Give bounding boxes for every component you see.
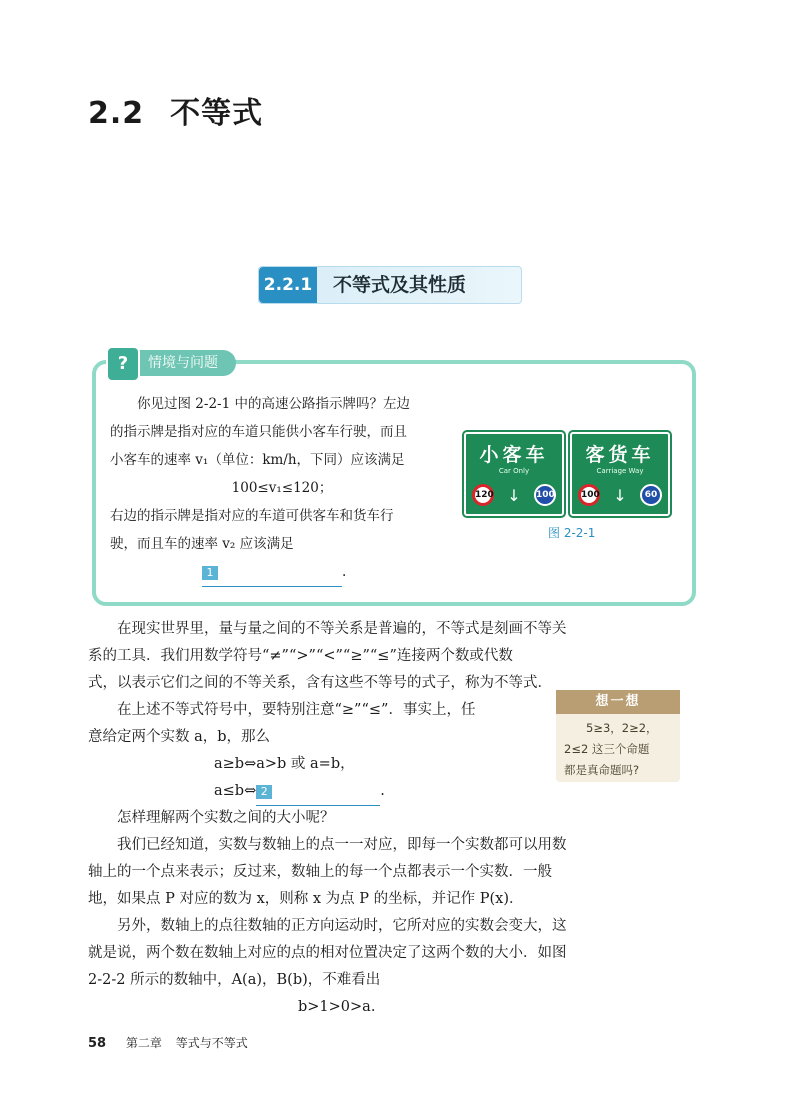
situation-line: 你见过图 2-2-1 中的高速公路指示牌吗？左边 xyxy=(137,396,410,412)
text-line: 轴上的一个点来表示；反过来，数轴上的每一个点都表示一个实数．一般 xyxy=(88,864,552,880)
situation-formula: 100≤v₁≤120； xyxy=(231,480,333,496)
figure-caption: 图 2-2-1 xyxy=(548,526,596,540)
text-line: 在上述不等式符号中，要特别注意“≥”“≤”．事实上，任 xyxy=(117,702,476,718)
situation-label: 情境与问题 xyxy=(112,350,236,376)
sign-carriage-way xyxy=(570,432,670,516)
text-line: 意给定两个实数 a，b，那么 xyxy=(88,729,271,745)
situation-line: 驶，而且车的速率 v₂ 应该满足 xyxy=(110,536,294,552)
sign-car-only xyxy=(464,432,564,516)
text-line: 就是说，两个数在数轴上对应的点的相对位置决定了这两个数的大小．如图 xyxy=(88,945,567,961)
blank-number-1: 1 xyxy=(202,566,218,580)
blank-tail: . xyxy=(342,564,347,580)
paragraph-2 xyxy=(88,697,538,806)
subsection-tag: 2.2.1 xyxy=(259,267,317,303)
sign-cn-text: 客货车 xyxy=(585,444,655,466)
subsection-title: 不等式及其性质 xyxy=(333,274,467,296)
think-body xyxy=(556,714,680,785)
speed-limit-max-icon: 120 xyxy=(472,484,494,506)
answer-blank-1 xyxy=(110,558,454,587)
paragraph-3 xyxy=(88,805,618,1021)
text-line: 系的工具．我们用数学符号“≠”“>”“<”“≥”“≤”连接两个数或代数 xyxy=(88,648,513,664)
speed-limit-min-icon: 100 xyxy=(534,484,556,506)
think-line: 都是真命题吗? xyxy=(564,763,640,777)
think-box xyxy=(556,690,680,782)
speed-limit-min-icon: 60 xyxy=(640,484,662,506)
section-number: 2.2 xyxy=(88,96,145,131)
text-line: 在现实世界里，量与量之间的不等关系是普遍的，不等式是刻画不等关 xyxy=(117,621,567,637)
formula: a≥b⇔a>b 或 a=b， xyxy=(214,756,355,772)
section-title-text: 不等式 xyxy=(170,96,264,131)
page-footer xyxy=(88,1034,248,1051)
text-line: 地，如果点 P 对应的数为 x，则称 x 为点 P 的坐标，并记作 P(x)． xyxy=(88,891,524,907)
formula-tail: . xyxy=(380,783,385,799)
situation-line: 的指示牌是指对应的车道只能供小客车行驶，而且 xyxy=(110,424,407,440)
arrow-down-icon: ↓ xyxy=(507,485,521,505)
formula: b>1>0>a. xyxy=(298,999,376,1015)
situation-line: 小客车的速率 v₁（单位：km/h，下同）应该满足 xyxy=(110,452,405,468)
formula-head: a≤b⇔ xyxy=(214,783,257,799)
sign-en-text: Car Only xyxy=(498,467,530,475)
think-line: 2≤2 这三个命题 xyxy=(564,742,650,756)
text-line: 怎样理解两个实数之间的大小呢？ xyxy=(117,810,335,826)
situation-line: 右边的指示牌是指对应的车道可供客车和货车行 xyxy=(110,508,394,524)
question-icon: ? xyxy=(106,346,140,382)
text-line: 我们已经知道，实数与数轴上的点一一对应，即每一个实数都可以用数 xyxy=(117,837,567,853)
text-line: 2-2-2 所示的数轴中，A(a)，B(b)，不难看出 xyxy=(88,972,381,988)
think-line: 5≥3，2≥2， xyxy=(586,721,658,735)
chapter-label: 第二章 xyxy=(125,1036,162,1050)
sign-cn-text: 小客车 xyxy=(479,444,549,466)
text-line: 式，以表示它们之间的不等关系，含有这些不等号的式子，称为不等式． xyxy=(88,675,552,691)
page-number: 58 xyxy=(88,1036,107,1051)
think-header: 想一想 xyxy=(556,690,680,714)
subsection-banner xyxy=(258,266,522,304)
text-line: 另外，数轴上的点往数轴的正方向运动时，它所对应的实数会变大，这 xyxy=(117,918,567,934)
arrow-down-icon: ↓ xyxy=(613,485,627,505)
chapter-title: 等式与不等式 xyxy=(175,1036,248,1050)
situation-text xyxy=(110,390,454,587)
paragraph-1 xyxy=(88,616,618,697)
sign-en-text: Carriage Way xyxy=(596,467,644,475)
speed-limit-max-icon: 100 xyxy=(578,484,600,506)
formula-blank-2 xyxy=(88,778,538,806)
section-title xyxy=(88,88,263,132)
blank-number-2: 2 xyxy=(256,785,272,799)
situation-box xyxy=(92,353,696,606)
